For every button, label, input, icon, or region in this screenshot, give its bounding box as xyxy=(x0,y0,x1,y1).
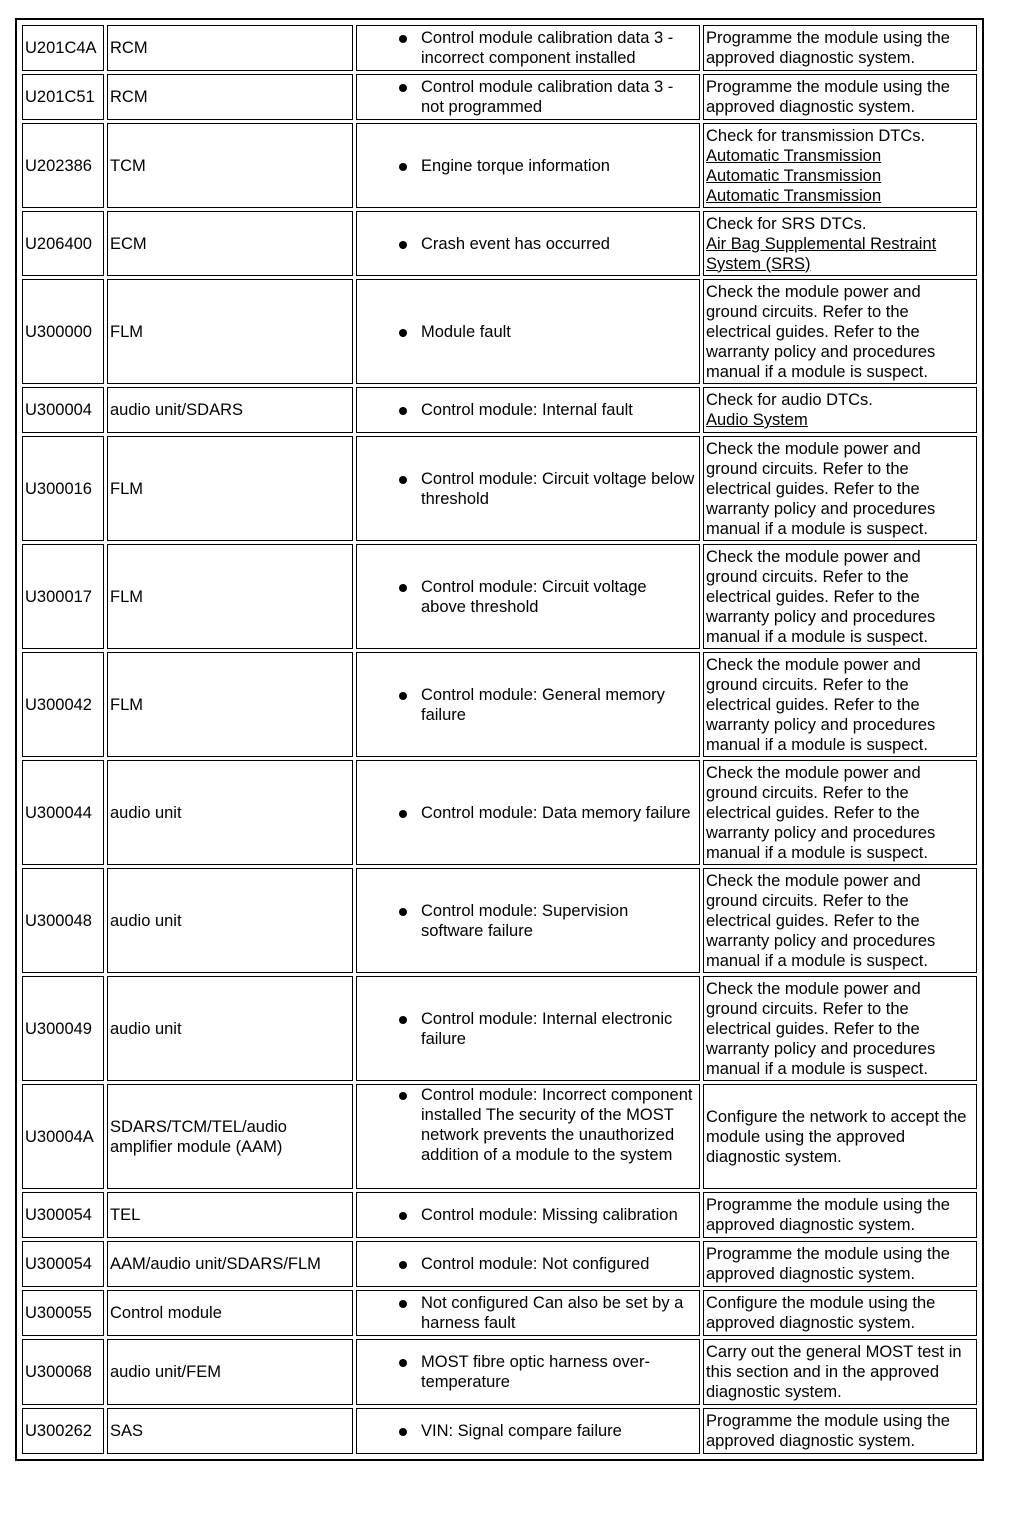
module-cell: audio unit xyxy=(107,760,353,865)
description-list xyxy=(359,1293,697,1333)
description-cell xyxy=(356,868,700,973)
action-cell xyxy=(703,74,977,120)
description-bullet-item: Control module: Incorrect component installed The security of the MOST network prevents the unauthorized addition of a module to the system xyxy=(421,1085,697,1165)
dtc-code-cell: U300048 xyxy=(22,868,104,973)
table-row xyxy=(22,74,977,120)
description-bullet-item: Control module: Internal fault xyxy=(421,400,697,420)
description-list xyxy=(359,901,697,941)
action-cell xyxy=(703,976,977,1081)
description-list xyxy=(359,322,697,342)
description-bullet-item: Module fault xyxy=(421,322,697,342)
description-list xyxy=(359,577,697,617)
action-text: Configure the network to accept the module using the approved diagnostic system. xyxy=(706,1107,967,1166)
dtc-code-cell: U300049 xyxy=(22,976,104,1081)
table-row xyxy=(22,1290,977,1336)
action-text: Programme the module using the approved diagnostic system. xyxy=(706,1245,950,1283)
description-list xyxy=(359,1205,697,1225)
action-text: Programme the module using the approved diagnostic system. xyxy=(706,1196,950,1234)
action-cell xyxy=(703,279,977,384)
action-text: Check the module power and ground circuits. Refer to the electrical guides. Refer to the warranty policy and procedures manual if a module is suspect. xyxy=(706,547,936,646)
description-cell xyxy=(356,976,700,1081)
table-row xyxy=(22,211,977,276)
module-cell: SDARS/TCM/TEL/audio amplifier module (AAM) xyxy=(107,1084,353,1189)
description-cell xyxy=(356,25,700,71)
action-cell xyxy=(703,1290,977,1336)
description-bullet-item: Control module: Supervision software failure xyxy=(421,901,697,941)
description-bullet-item: Not configured Can also be set by a harness fault xyxy=(421,1293,697,1333)
description-list xyxy=(359,1421,697,1441)
module-cell: RCM xyxy=(107,74,353,120)
dtc-code-cell: U300068 xyxy=(22,1339,104,1405)
table-row xyxy=(22,1408,977,1454)
action-text: Check the module power and ground circuits. Refer to the electrical guides. Refer to the warranty policy and procedures manual if a module is suspect. xyxy=(706,763,936,862)
table-row xyxy=(22,123,977,208)
dtc-code-cell: U300016 xyxy=(22,436,104,541)
description-bullet-item: Control module calibration data 3 - not programmed xyxy=(421,77,697,117)
description-list xyxy=(359,1352,697,1392)
table-row xyxy=(22,1241,977,1287)
description-list xyxy=(359,803,697,823)
action-text: Check the module power and ground circuits. Refer to the electrical guides. Refer to the warranty policy and procedures manual if a module is suspect. xyxy=(706,655,936,754)
reference-link[interactable]: Automatic Transmission xyxy=(706,146,882,165)
description-bullet-item: Control module: Data memory failure xyxy=(421,803,697,823)
table-row xyxy=(22,544,977,649)
dtc-code-cell: U206400 xyxy=(22,211,104,276)
reference-link[interactable]: Audio System xyxy=(706,411,808,429)
dtc-code-cell: U201C51 xyxy=(22,74,104,120)
description-bullet-item: Control module: Internal electronic failure xyxy=(421,1009,697,1049)
dtc-code-cell: U300004 xyxy=(22,387,104,433)
dtc-code-cell: U300054 xyxy=(22,1192,104,1238)
description-cell xyxy=(356,123,700,208)
description-cell xyxy=(356,436,700,541)
description-list xyxy=(359,685,697,725)
module-cell: Control module xyxy=(107,1290,353,1336)
action-cell xyxy=(703,211,977,276)
table-row xyxy=(22,868,977,973)
description-list xyxy=(359,469,697,509)
dtc-code-cell: U300000 xyxy=(22,279,104,384)
table-row xyxy=(22,1084,977,1189)
dtc-code-cell: U300054 xyxy=(22,1241,104,1287)
description-bullet-item: Control module: General memory failure xyxy=(421,685,697,725)
module-cell: FLM xyxy=(107,652,353,757)
description-cell xyxy=(356,279,700,384)
dtc-code-cell: U300042 xyxy=(22,652,104,757)
description-list xyxy=(359,156,697,176)
action-text: Check the module power and ground circuits. Refer to the electrical guides. Refer to the warranty policy and procedures manual if a module is suspect. xyxy=(706,979,936,1078)
reference-link[interactable]: Automatic Transmission xyxy=(706,186,882,205)
action-text: Check the module power and ground circuits. Refer to the electrical guides. Refer to the warranty policy and procedures manual if a module is suspect. xyxy=(706,871,936,970)
action-cell xyxy=(703,1408,977,1454)
action-text: Carry out the general MOST test in this section and in the approved diagnostic system. xyxy=(706,1343,962,1401)
description-bullet-item: Control module: Not configured xyxy=(421,1254,697,1274)
action-text: Check for SRS DTCs. xyxy=(706,214,867,233)
module-cell: FLM xyxy=(107,436,353,541)
reference-link[interactable]: Air Bag Supplemental Restraint System (SRS) xyxy=(706,234,937,273)
table-row xyxy=(22,652,977,757)
action-cell xyxy=(703,1084,977,1189)
description-bullet-item: Engine torque information xyxy=(421,156,697,176)
module-cell: audio unit/FEM xyxy=(107,1339,353,1405)
dtc-table xyxy=(19,22,980,1457)
dtc-code-cell: U300055 xyxy=(22,1290,104,1336)
description-bullet-item: Control module: Circuit voltage above threshold xyxy=(421,577,697,617)
dtc-table-frame xyxy=(15,18,984,1461)
module-cell: audio unit xyxy=(107,976,353,1081)
action-text: Check the module power and ground circuits. Refer to the electrical guides. Refer to the warranty policy and procedures manual if a module is suspect. xyxy=(706,282,936,381)
table-row xyxy=(22,976,977,1081)
table-row xyxy=(22,279,977,384)
module-cell: SAS xyxy=(107,1408,353,1454)
action-cell xyxy=(703,544,977,649)
action-cell xyxy=(703,1241,977,1287)
dtc-code-cell: U202386 xyxy=(22,123,104,208)
dtc-code-cell: U30004A xyxy=(22,1084,104,1189)
description-cell xyxy=(356,1290,700,1336)
description-list xyxy=(359,234,697,254)
module-cell: FLM xyxy=(107,279,353,384)
description-bullet-item: Control module: Circuit voltage below threshold xyxy=(421,469,697,509)
description-bullet-item: MOST fibre optic harness over-temperature xyxy=(421,1352,697,1392)
dtc-table-body xyxy=(22,25,977,1454)
module-cell: TCM xyxy=(107,123,353,208)
action-text: Programme the module using the approved diagnostic system. xyxy=(706,29,950,67)
dtc-code-cell: U300044 xyxy=(22,760,104,865)
description-list xyxy=(359,28,697,68)
description-cell xyxy=(356,387,700,433)
description-list xyxy=(359,1085,697,1165)
description-list xyxy=(359,1254,697,1274)
action-text: Check the module power and ground circuits. Refer to the electrical guides. Refer to the warranty policy and procedures manual if a module is suspect. xyxy=(706,439,936,538)
module-cell: TEL xyxy=(107,1192,353,1238)
description-cell xyxy=(356,74,700,120)
table-row xyxy=(22,760,977,865)
description-cell xyxy=(356,1084,700,1189)
table-row xyxy=(22,436,977,541)
action-cell xyxy=(703,123,977,208)
description-list xyxy=(359,1009,697,1049)
table-row xyxy=(22,1339,977,1405)
action-cell xyxy=(703,652,977,757)
description-cell xyxy=(356,1408,700,1454)
module-cell: FLM xyxy=(107,544,353,649)
description-bullet-item: Control module: Missing calibration xyxy=(421,1205,697,1225)
description-cell xyxy=(356,1241,700,1287)
reference-link[interactable]: Automatic Transmission xyxy=(706,166,882,185)
description-list xyxy=(359,77,697,117)
action-text: Check for audio DTCs. xyxy=(706,391,873,409)
action-text: Check for transmission DTCs. xyxy=(706,126,926,145)
dtc-code-cell: U300017 xyxy=(22,544,104,649)
dtc-code-cell: U201C4A xyxy=(22,25,104,71)
module-cell: AAM/audio unit/SDARS/FLM xyxy=(107,1241,353,1287)
action-text: Programme the module using the approved diagnostic system. xyxy=(706,78,950,116)
action-cell xyxy=(703,436,977,541)
table-row xyxy=(22,1192,977,1238)
table-row xyxy=(22,25,977,71)
action-cell xyxy=(703,387,977,433)
module-cell: audio unit/SDARS xyxy=(107,387,353,433)
action-text: Programme the module using the approved diagnostic system. xyxy=(706,1412,950,1450)
description-cell xyxy=(356,652,700,757)
description-bullet-item: Crash event has occurred xyxy=(421,234,697,254)
description-cell xyxy=(356,544,700,649)
description-cell xyxy=(356,760,700,865)
action-cell xyxy=(703,1192,977,1238)
module-cell: RCM xyxy=(107,25,353,71)
module-cell: ECM xyxy=(107,211,353,276)
description-bullet-item: VIN: Signal compare failure xyxy=(421,1421,697,1441)
description-list xyxy=(359,400,697,420)
action-cell xyxy=(703,760,977,865)
table-row xyxy=(22,387,977,433)
action-cell xyxy=(703,868,977,973)
module-cell: audio unit xyxy=(107,868,353,973)
description-cell xyxy=(356,1192,700,1238)
action-cell xyxy=(703,1339,977,1405)
description-bullet-item: Control module calibration data 3 - incorrect component installed xyxy=(421,28,697,68)
description-cell xyxy=(356,1339,700,1405)
action-cell xyxy=(703,25,977,71)
dtc-code-cell: U300262 xyxy=(22,1408,104,1454)
description-cell xyxy=(356,211,700,276)
action-text: Configure the module using the approved diagnostic system. xyxy=(706,1294,936,1332)
